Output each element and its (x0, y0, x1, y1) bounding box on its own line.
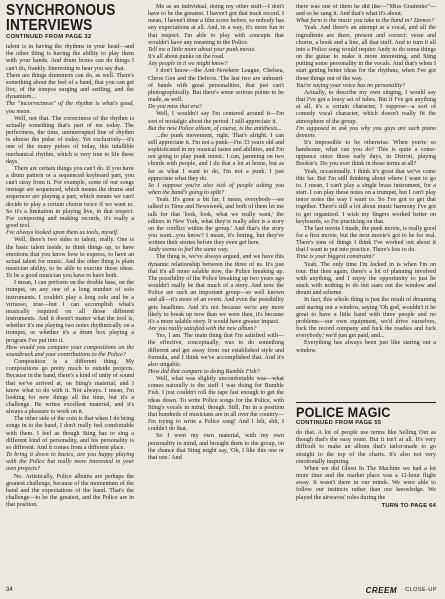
column-left (6, 4, 134, 584)
article-body-left (6, 44, 134, 509)
answer-paragraph: No. Artistically, Police albums are perhaps the greatest challenge, because of the momentum of the band and the expectations of the band. That's the challenge—to be the greatest, and the Police are in that position. (6, 473, 134, 509)
question-paragraph: You're saying your voice has no personality? (296, 82, 406, 89)
column-right (296, 4, 436, 574)
question-paragraph: I'm supposed to ask you why you guys are such piano demons. (296, 125, 436, 139)
answer-paragraph: Actually, to describe my own singing, I would say that I've got a lousy set of tubes. But if I've got anything at all, it's a certain character, I suppose—a sort of comedy vocal character, which doesn't really fit the atmosphere of the group. (296, 89, 436, 125)
article-headline (6, 4, 119, 33)
headline-line-1: SYNCHRONOUS (6, 4, 116, 19)
column-middle (148, 4, 284, 584)
answer-paragraph: Well, what was slightly uncomfortable was—what comes naturally is the stuff I was doing for Rumble Fish. I just couldn't roll the tape fast enough to get the ideas down. To write Police songs for the Police, with Sting's vocals in mind, though. Still, I'm in a position that hundreds of musicians are in all over the country—I'm trying to write a Police song! And I felt, shit, I couldn't do that. (148, 376, 284, 433)
question-paragraph: I've always looked upon them as tools, myself. (6, 230, 119, 237)
answer-paragraph: There are things drummers can do, as well. There's something about the feel of a band, that you can get live, of the tempos surging and settling, and the dynamism... (6, 72, 134, 101)
question-paragraph: So I suppose you're also sick of people asking you when the band's going to split? (148, 182, 284, 197)
answer-paragraph: When we did Ghost In The Machine we had a lot more time and the market place was a 12-hour flight away. It wasn't there in our minds. We were able to follow our instincts rather than our knowledge. We played the airwaves' rules during the (296, 465, 436, 501)
turn-to-page-label: TURN TO PAGE 64 (381, 502, 436, 509)
answer-paragraph: Composition is a different thing. My compositions go pretty much to outside projects. Because in the band, there's a kind of unity of sound that we've arrived at, on Sting's material, and I know what to do with it. Not always. I mean, I'm looking for new things all the time, but it's a challenge. He writes excellent material, and it's always a pleasure to work on it. (6, 359, 134, 416)
answer-paragraph: I mean, I can perform on the double bass, on the trumpet, on any one of a long number of solo instruments. I couldn't play a long solo and be a virtuoso, true—but I can accomplish what's musically required on all those different instruments. And it doesn't matter what the tool is, whether it's me playing two notes rhythmically on a trumpet, or whether it's a drum box playing a program I've put into it. (6, 280, 134, 344)
answer-paragraph: Well, I wouldn't say I'm centered around it—I'm sort of nostalgic about the period. I still appreciate it. (148, 111, 284, 125)
answer-paragraph: There are certain things you can't do. If you have a drum pattern or a sequenced keyboard part, you can't stray from it. For example, some of our songs onstage are sequenced, which means the drums and sequencer are playing a part, which means we can't decide to play a certain chorus twice if we want to. So it's a limitation in playing live, in that respect. For composing and making records, it's really a good tool. (6, 165, 134, 230)
article-body-right (296, 4, 436, 355)
answer-paragraph: It's impossible to be otherwise. When you're so handsome, what can you do? This is quite a come-uppance since those early days, in Detroit, playing Bookie's. Do you ever think in those terms at all? (296, 139, 436, 168)
answer-paragraph: Yeah. It's gone a bit far, I mean, everybody—we talked to Time and Newsweek, and both of them let me talk for that 'look, look, what we really want,' the editors in New York, what they're really after is a story on the conflict within the group.' And that's the story you want...you know? I mean, it's boring, but they've written their stories before they even get here. (148, 197, 284, 247)
answer-paragraph: there was one of them he did like—"Miss Gradenko"—and so he sang it. And that's what it's about. (296, 4, 436, 18)
continued-from-label: CONTINUED FROM PAGE 32 (6, 34, 92, 40)
answer-paragraph: Yes, I am. The main thing that I'm satisfied with—the effective, conceptually, was to do something different and get away from our established style and formula, and I think we've accomplished that. And it's also singable. (148, 333, 284, 368)
headline-line-2: INTERVIEWS (6, 16, 93, 34)
page-footer (0, 585, 445, 599)
question-paragraph: To bring it down to basics, are you happy playing with the Police but really more interested in your own projects? (6, 452, 134, 473)
second-article-body (296, 430, 436, 502)
section-label: CLOSE-UP (405, 587, 437, 593)
answer-paragraph: Me as an individual, doing my other stuff—I don't have to be the greatest. I haven't got that track record. I mean, I haven't done a film score before, so nobody has any expectations at all. And, in a way, it's more fun in that respect. I'm able to play with concepts that wouldn't have any meaning in the Police. (148, 4, 284, 46)
answer-paragraph: It's all about punks on the road. (148, 54, 225, 61)
question-paragraph: Andy seems to feel the same way. (148, 247, 229, 254)
answer-paragraph: Yeah. And there's an attempt at a vocal, and all the ingredients are there, present and correct: verse and chorus, a hook and a line, all that stuff. And to turn it all into a Police song would require Andy to do some things on the guitar to make it more interesting, and Sting putting some personality in the vocals. And that's when I start getting better ideas for the rhythms, when I've got those things out of the way. (296, 25, 436, 82)
question-paragraph: But the new Police album, of course, is the antithesis... (148, 125, 282, 132)
answer-paragraph: The other side of the coin is that when I do bring songs in to the band, I don't really feel comfortable with them. I feel as though Sting has to sing a different kind of personality, and his personality is so different. And it comes from a different place. (6, 416, 134, 451)
answer-paragraph: Yeah, occasionally. I think it's great that we've come this far. But I'm still thinking about where I want to go to. I mean, I can't play a single brass instrument, for a start. I can play these notes on a trumpet, but I can't play tenor notes the way I want to. So I've got to get that together. There's still a lot about music harmony I've got to get organized. I wish my fingers worked better on keyboards, so I'm practicing on that. (296, 168, 436, 225)
answer-paragraph: I don't know—the Anti-Nowhere League, Chelsea, Chron Gen and the Defects. The last two are unheard-of bands with great personalities, that just can't photographically. But there's some serious points to be made, as well. (148, 68, 284, 104)
question-paragraph: How did that compare to doing Rumble Fish? (148, 368, 260, 375)
magazine-logo: CREEM (365, 586, 397, 595)
answer-paragraph: Yeah. The only time I'm locked in is when I'm on tour. But then again, there's a lot of planning involved with anything, and I enjoy the opportunity to just be stuck with nothing to do but stare out the window and dream and scheme. (296, 261, 436, 297)
second-continued-label: CONTINUED FROM PAGE 55 (296, 420, 382, 426)
answer-paragraph: ...the punk movement, right. That's alright. I can still appreciate it. I'm not a punk—I'm 33 years old and sophisticated in my musical tastes and abilities, and I'm not going to play punk music. I can, jamming on two chords with people, and I do that a lot at home, but as far as what I want to do, I'm not a punk. I just appreciate what they do. (148, 132, 284, 182)
answer-paragraph: Well, not that. The correctness of the rhythm is actually something that's part of me today. The perfectness, the time, uninterrupted line of rhythm is almost the pulse of today. Yet exclusively—it's one of the many pulses of today, this infallible mechanical rhythm, which is very true to life these days. (6, 115, 134, 165)
section-divider (296, 402, 436, 403)
question-paragraph: Are you really satisfied with the new album? (148, 326, 257, 333)
answer-paragraph: The last movie I made, the punk movie, is really good for a first movie, but the next movie's got to be for real. There's tons of things I think I've worked out about it that I want to put into practice. There's lots to do. (296, 225, 436, 254)
answer-paragraph: talent is in having the rhythms in your head—and the other thing is having the ability to play them with your hands. And drum boxes can do things I can't do, frankly. Interesting to hear you say that. (6, 44, 134, 72)
answer-paragraph: In fact, this whole thing is just the result of dreaming and staring out a window, saying 'Oh god, wouldn't it be great to have a little band with three people and no problems—our own equipment, we'd drive ourselves, fuck the record company and fuck the roadies and fuck everybody,' we'd just get paid, and... (296, 297, 436, 340)
answer-paragraph: Everything has always been just like staring out a window. (296, 340, 436, 354)
question-paragraph: Any people in it we might know? (148, 61, 228, 68)
answer-paragraph: The thing is, we've always argued, and we have this dynamic relationship between the three of us. It's just that it's all more salable now, the Police breaking up. The possibility of the Police breaking up two years ago wouldn't really be that much of a story. And now the Police are such an important group—so well known and all—it's more of an event. And even the possibility gets headlines. And it's not because we're any more likely to break up now than we were then, it's because it's a more salable story. It would have greater impact. (148, 254, 284, 325)
page-number: 34 (6, 587, 13, 593)
answer-paragraph: Well, there's two sides to talent, really. One is the basic talent inside, to think things up, to have emotions that you know how to express, to have an actual talent for music. And the other thing is plain musician ability, to be able to execute those ideas. To be a good musician you have to have both. (6, 237, 134, 280)
question-paragraph: The "incorrectness" of the rhythm is what's good, you mean. (6, 101, 134, 115)
article-body-middle (148, 4, 284, 462)
question-paragraph: Time is your biggest constraint? (296, 254, 375, 261)
question-paragraph: Tell me a little more about your punk movie. (148, 46, 256, 53)
answer-paragraph: do that. A lot of people use terms like Selling Out as though that's the easy route. But it isn't at all. It's very difficult to make an album that's tailor-made to go straight to the top of the charts. It's also not very emotionally inspiring. (296, 430, 436, 465)
second-article-headline: POLICE MAGIC (296, 404, 391, 420)
question-paragraph: How would you compare your compositions on the soundtrack and your contributions to the Police? (6, 344, 134, 358)
answer-paragraph: So I went my own material, with my own personality in mind, and brought them to the group, on the chance that Sting might say, 'Oh, I like this one or that one.' And (148, 433, 284, 461)
interview-continuation (296, 4, 436, 398)
question-paragraph: What form is the music you take to the band in? Demos? (296, 18, 434, 25)
question-paragraph: Do you miss that era? (148, 104, 202, 111)
